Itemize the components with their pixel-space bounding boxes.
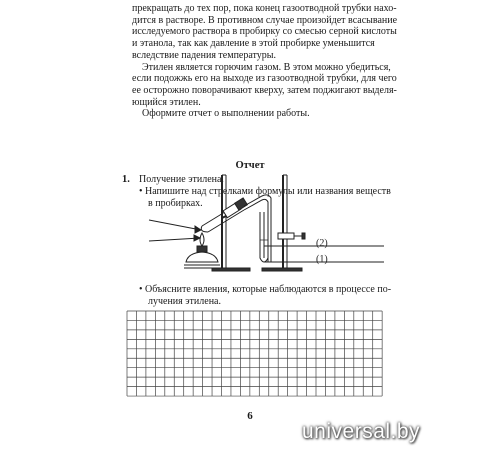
report-title: Отчет <box>235 160 265 171</box>
text-line: лучения этилена. <box>148 295 221 307</box>
text-line: ющийся этилен. <box>132 96 201 108</box>
left-stand <box>212 175 250 271</box>
text-line: Этилен является горючим газом. В этом можно убедиться, <box>142 61 391 73</box>
text-line: исследуемого раствора в пробирку со смесью серной кислоты <box>132 26 397 38</box>
text-line: дится в растворе. В противном случае произойдет всасывание <box>132 14 398 26</box>
text-line: ее осторожно поворачивают кверху, затем поджигают выделя- <box>132 84 397 96</box>
text-line: и этанола, так как давление в этой пробирке уменьшится <box>132 38 375 50</box>
text-line: вследствие падения температуры. <box>132 49 276 61</box>
text-line: прекращать до тех пор, пока конец газоотводной трубки нахо- <box>132 3 397 14</box>
text-line: • Объясните явления, которые наблюдаются в процессе по- <box>139 284 392 295</box>
text-line: в пробирках. <box>148 197 203 209</box>
reaction-tube <box>201 198 247 232</box>
text-line: Оформите отчет о выполнении работы. <box>142 108 310 120</box>
task-bullet-explain <box>139 284 392 307</box>
receiving-test-tube <box>260 212 268 262</box>
ethylene-apparatus-diagram <box>149 175 384 271</box>
label-1: (1) <box>316 254 328 265</box>
gas-outlet-tube <box>244 195 271 262</box>
item-number: 1. <box>122 174 130 185</box>
label-2: (2) <box>316 238 328 249</box>
watermark-text: universal.by <box>302 420 421 443</box>
text-line: если подожжь его на выходе из газоотводной трубки, для чего <box>132 73 397 85</box>
text-line: • Напишите над стрелками формулы или названия веществ <box>139 186 391 197</box>
item-title: Получение этилена. <box>139 174 224 185</box>
answer-arrows <box>149 220 384 262</box>
page-number: 6 <box>247 410 253 422</box>
answer-grid[interactable] <box>127 311 382 396</box>
